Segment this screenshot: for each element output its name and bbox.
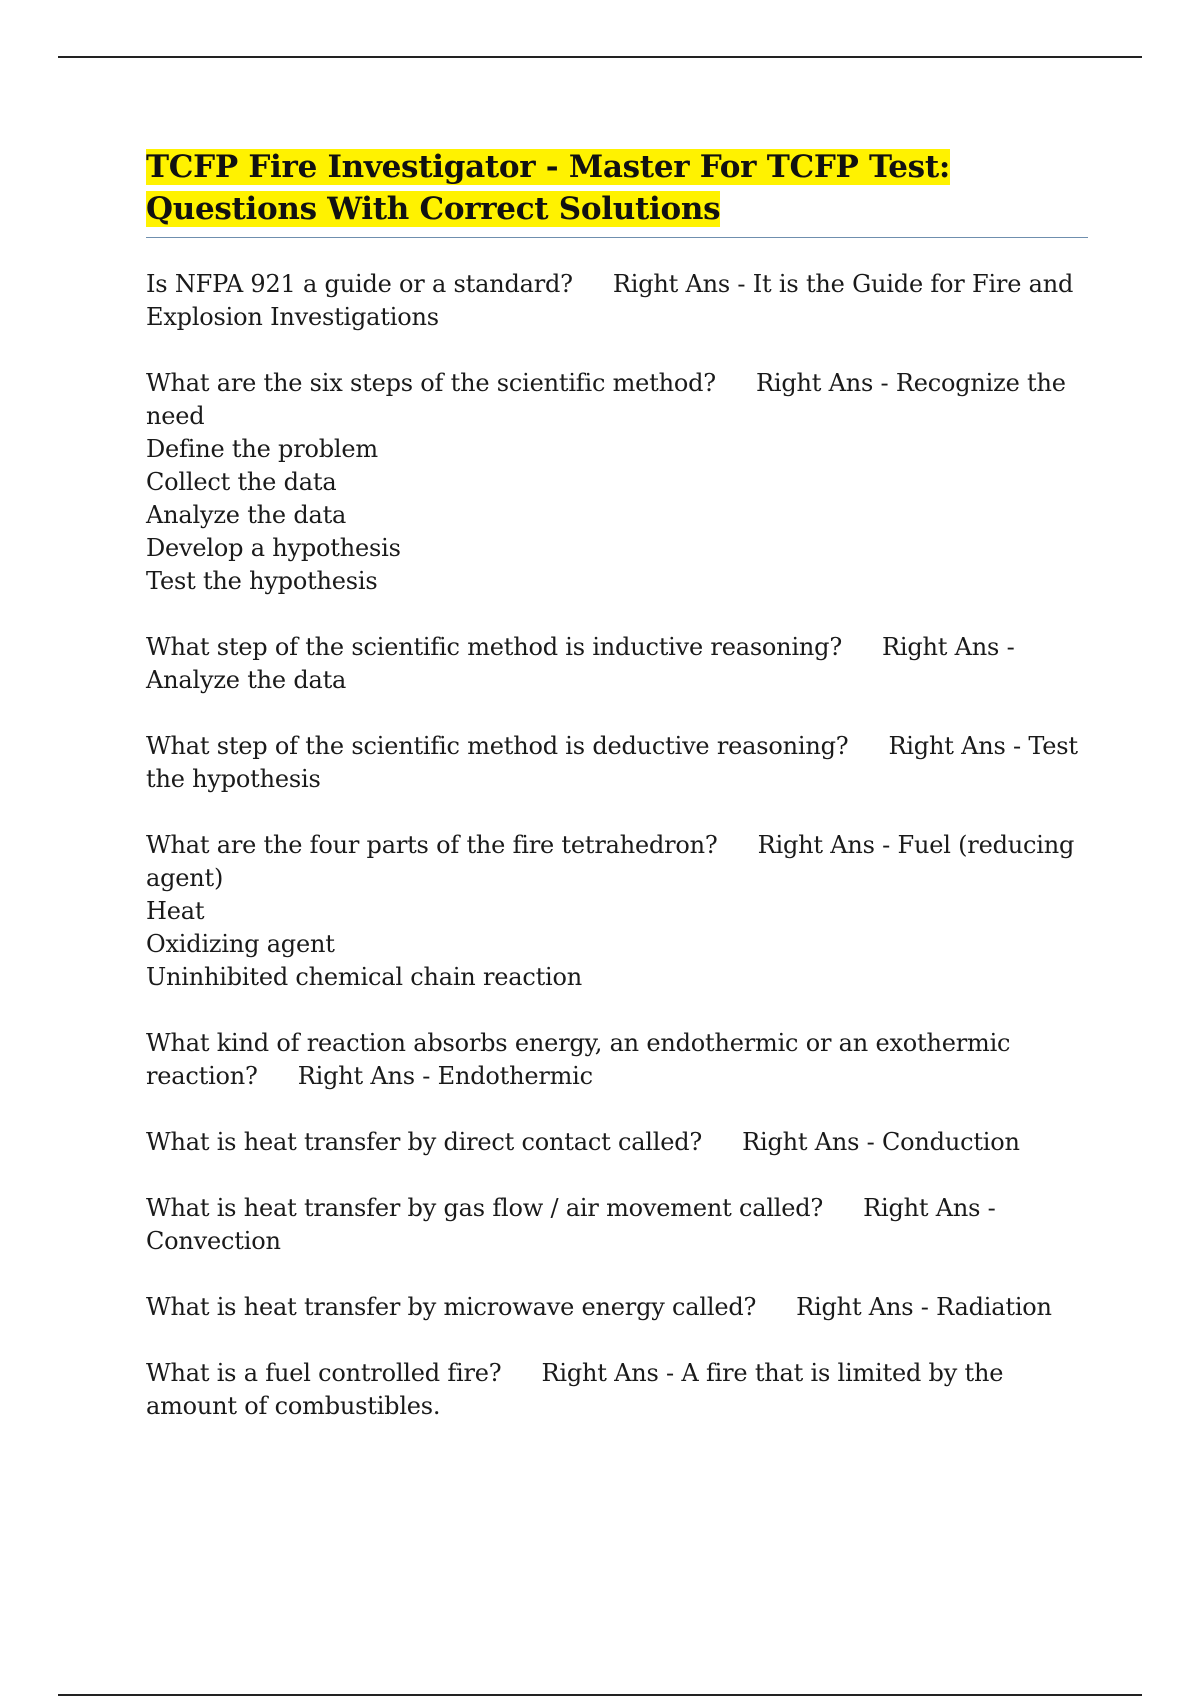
answer-prefix: Right Ans - [297,1062,438,1090]
answer-line: Develop a hypothesis [146,534,401,562]
answer-text: Test the hypothesis [146,732,1086,793]
qa-item [146,1291,1088,1324]
qa-list [146,268,1088,1423]
answer-line: Define the problem [146,435,378,463]
title-underline [146,237,1088,238]
answer-prefix: Right Ans - [757,831,898,859]
qa-item [146,829,1088,994]
answer-prefix: Right Ans - [888,732,1029,760]
question-text: What step of the scientific method is deductive reasoning? [146,732,849,760]
answer-prefix: Right Ans - [612,270,753,298]
question-text: What are the four parts of the fire tetrahedron? [146,831,718,859]
answer-line: Collect the data [146,468,337,496]
question-text: What kind of reaction absorbs energy, an endothermic or an exothermic reaction? [146,1029,1018,1090]
question-text: What is heat transfer by gas flow / air movement called? [146,1194,824,1222]
answer-prefix: Right Ans - [541,1359,682,1387]
answer-prefix: Right Ans - [863,1194,1004,1222]
question-text: What are the six steps of the scientific method? [146,369,716,397]
answer-text: It is the Guide for Fire and Explosion Investigations [146,270,1081,331]
answer-line: Oxidizing agent [146,930,335,958]
qa-item [146,1192,1088,1258]
qa-item [146,631,1088,697]
title-line-2: Questions With Correct Solutions [146,191,721,227]
bottom-page-rule [58,1694,1142,1696]
answer-line: Heat [146,897,205,925]
answer-prefix: Right Ans - [796,1293,937,1321]
answer-text: Conduction [882,1128,1020,1156]
document-body [146,146,1088,1456]
answer-text: Analyze the data [146,666,347,694]
qa-item [146,268,1088,334]
question-text: Is NFPA 921 a guide or a standard? [146,270,573,298]
title-line-1: TCFP Fire Investigator - Master For TCFP Test: [146,149,950,185]
answer-prefix: Right Ans - [742,1128,883,1156]
answer-text: A fire that is limited by the amount of combustibles. [146,1359,1011,1420]
qa-item [146,730,1088,796]
answer-prefix: Right Ans - [755,369,896,397]
answer-text: Convection [146,1227,281,1255]
answer-text: Endothermic [437,1062,593,1090]
qa-item [146,1027,1088,1093]
top-page-rule [58,56,1142,58]
qa-item [146,1126,1088,1159]
qa-item [146,367,1088,598]
question-text: What is a fuel controlled fire? [146,1359,502,1387]
question-text: What step of the scientific method is inductive reasoning? [146,633,843,661]
answer-prefix: Right Ans - [882,633,1022,661]
answer-text: Radiation [936,1293,1052,1321]
question-text: What is heat transfer by direct contact called? [146,1128,703,1156]
answer-line: Uninhibited chemical chain reaction [146,963,583,991]
answer-text: Fuel (reducing agent) [146,831,1082,892]
answer-text: Recognize the need [146,369,1074,430]
document-title [146,146,1088,230]
qa-item [146,1357,1088,1423]
answer-line: Analyze the data [146,501,347,529]
question-text: What is heat transfer by microwave energy called? [146,1293,757,1321]
answer-line: Test the hypothesis [146,567,378,595]
